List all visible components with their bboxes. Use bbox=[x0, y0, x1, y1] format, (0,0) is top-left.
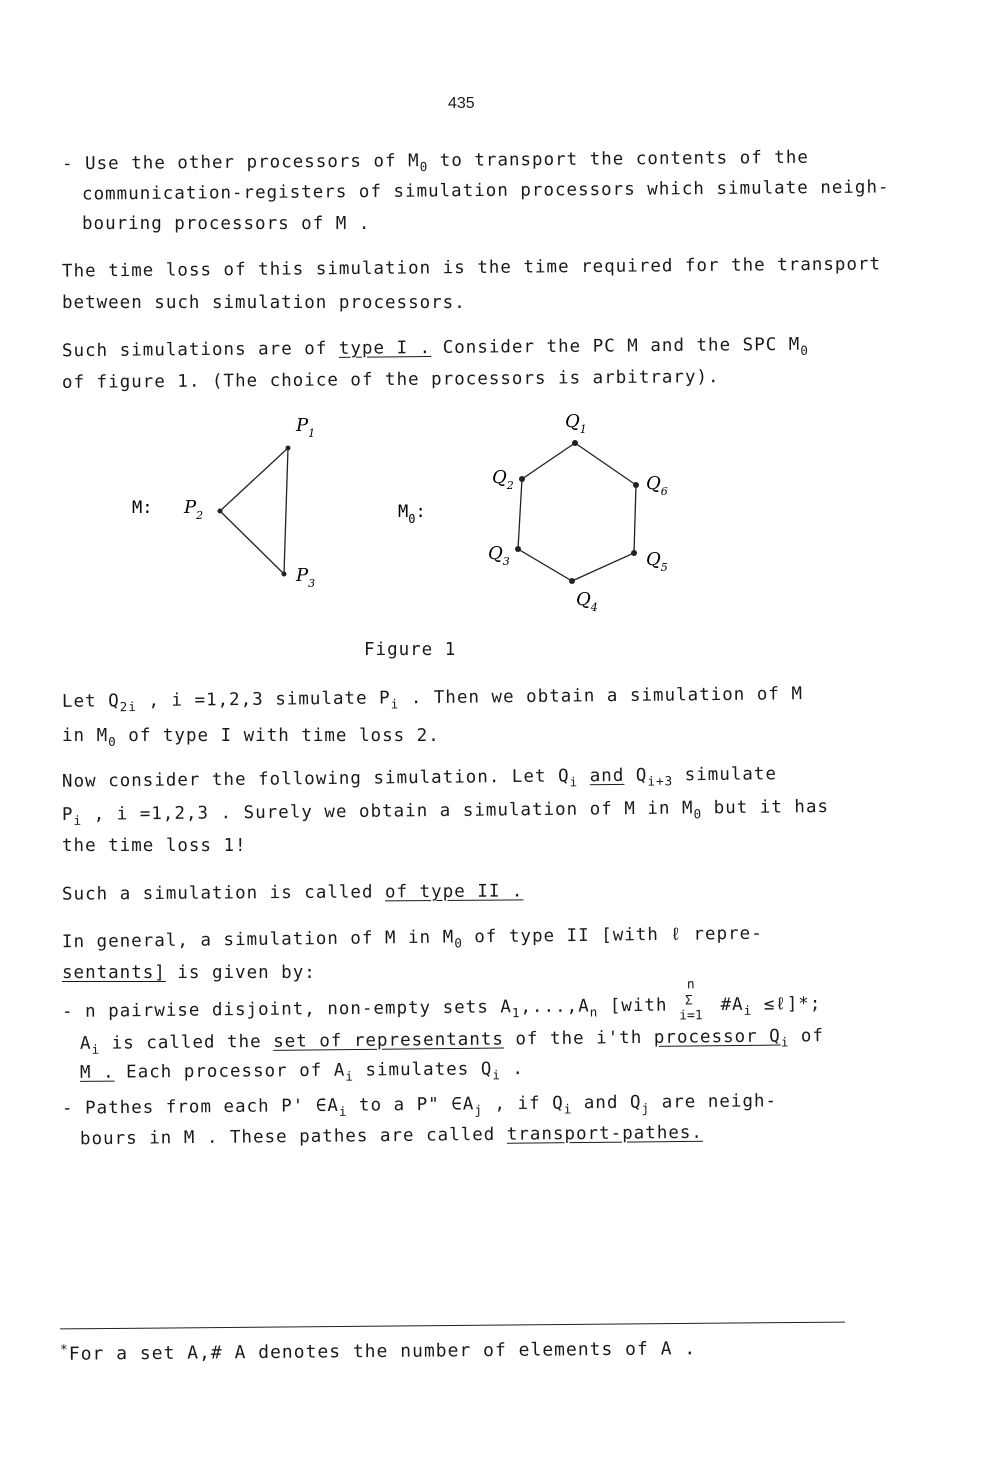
underlined-term: processor Q bbox=[653, 1026, 781, 1048]
node-q3-label: $Q_3$ bbox=[488, 543, 510, 568]
node-q2-label: $Q_2$ bbox=[492, 467, 514, 492]
paragraph-line: the time loss 1! bbox=[62, 836, 247, 856]
node-p2 bbox=[218, 509, 223, 514]
bullet-line-2: $A_i$ is called the set of representants of the i'th processor $Q_i$ of bbox=[79, 1026, 825, 1057]
bullet-line-3: M . Each processor of $A_i$ simulates $Q_i$ . bbox=[79, 1059, 525, 1084]
footnote: *For a set A,# A denotes the number of elements of A . bbox=[59, 1338, 697, 1365]
underlined-term: M . bbox=[79, 1062, 115, 1083]
node-q1 bbox=[572, 440, 578, 446]
graph-m-edges bbox=[220, 448, 288, 574]
paragraph-line: of figure 1. (The choice of the processors is arbitrary). bbox=[61, 367, 720, 393]
page-number: 435 bbox=[448, 95, 475, 112]
node-p3 bbox=[282, 572, 287, 577]
underlined-term: and bbox=[589, 765, 625, 787]
node-q5-label: $Q_5$ bbox=[646, 549, 668, 574]
footnote-mark: * bbox=[59, 1342, 69, 1358]
underlined-term: of type II . bbox=[384, 881, 524, 903]
node-q1-label: $Q_1$ bbox=[565, 411, 587, 436]
node-q2 bbox=[519, 476, 525, 482]
underlined-term: transport-pathes. bbox=[506, 1122, 704, 1145]
paragraph-line: $P_i$ , i =1,2,3 . Surely we obtain a simulation of M in $M_0$ but it has bbox=[61, 796, 830, 828]
bullet-line-2: communication-registers of simulation processors which simulate neigh- bbox=[81, 177, 890, 205]
underlined-term: type I . bbox=[338, 338, 432, 359]
underlined-term: sentants] bbox=[62, 963, 166, 983]
paragraph-line: between such simulation processors. bbox=[62, 293, 466, 313]
sum-lower-limit: i=1 bbox=[679, 1008, 703, 1024]
footnote-rule bbox=[60, 1322, 845, 1330]
node-q4-label: $Q_4$ bbox=[576, 589, 598, 614]
sum-symbol: Σ bbox=[684, 993, 693, 1009]
bullet-line-3: bouring processors of M . bbox=[82, 214, 371, 234]
paragraph-line: sentants] is given by: bbox=[62, 963, 316, 983]
figure-caption: Figure 1 bbox=[364, 640, 457, 660]
paragraph-line: Such a simulation is called of type II . bbox=[61, 881, 524, 905]
paragraph-line: The time loss of this simulation is the time required for the transport bbox=[61, 254, 882, 282]
figure-1 bbox=[0, 405, 1000, 645]
node-q6-label: $Q_6$ bbox=[646, 473, 668, 498]
bullet-line-1: - Pathes from each P' $\in A_i$ to a P" $\in A_j$ , if $Q_i$ and $Q_j$ are neigh- bbox=[61, 1091, 778, 1119]
paragraph-line: Let $Q_{2i}$ , i =1,2,3 simulate $P_i$ . Then we obtain a simulation of M bbox=[61, 684, 804, 715]
node-q4 bbox=[569, 578, 575, 584]
bullet-line-1: - Use the other processors of $M_0$ to transport the contents of the bbox=[61, 147, 809, 175]
paragraph-line: In general, a simulation of M in $M_0$ of type II [with ℓ repre- bbox=[61, 923, 763, 953]
node-p1 bbox=[286, 446, 291, 451]
sum-upper-limit: n bbox=[686, 977, 695, 993]
graph-m0-label: $M_0$: bbox=[398, 502, 426, 526]
paragraph-line: Such simulations are of type I . Consider the PC M and the SPC $M_0$ bbox=[61, 334, 810, 362]
underlined-term: set of representants bbox=[273, 1029, 504, 1052]
paragraph-line: Now consider the following simulation. Let $Q_i$ and $Q_{i+3}$ simulate bbox=[61, 764, 778, 792]
graph-m-label: M: bbox=[132, 498, 153, 518]
graph-m0-edges bbox=[518, 443, 636, 581]
node-p3-label: $P_3$ bbox=[296, 565, 316, 590]
node-p1-label: $P_1$ bbox=[296, 415, 316, 440]
node-q6 bbox=[633, 482, 639, 488]
node-p2-label: $P_2$ bbox=[184, 497, 204, 522]
node-q5 bbox=[631, 550, 637, 556]
paragraph-line: in $M_0$ of type I with time loss 2. bbox=[62, 726, 440, 749]
bullet-line-1: - n pairwise disjoint, non-empty sets $A_1,...,A_n$ [with n Σ i=1 $\#A_i$ ≤ℓ]*; bbox=[61, 977, 822, 1024]
node-q3 bbox=[515, 546, 521, 552]
bullet-line-2: bours in M . These pathes are called transport-pathes. bbox=[79, 1122, 704, 1150]
